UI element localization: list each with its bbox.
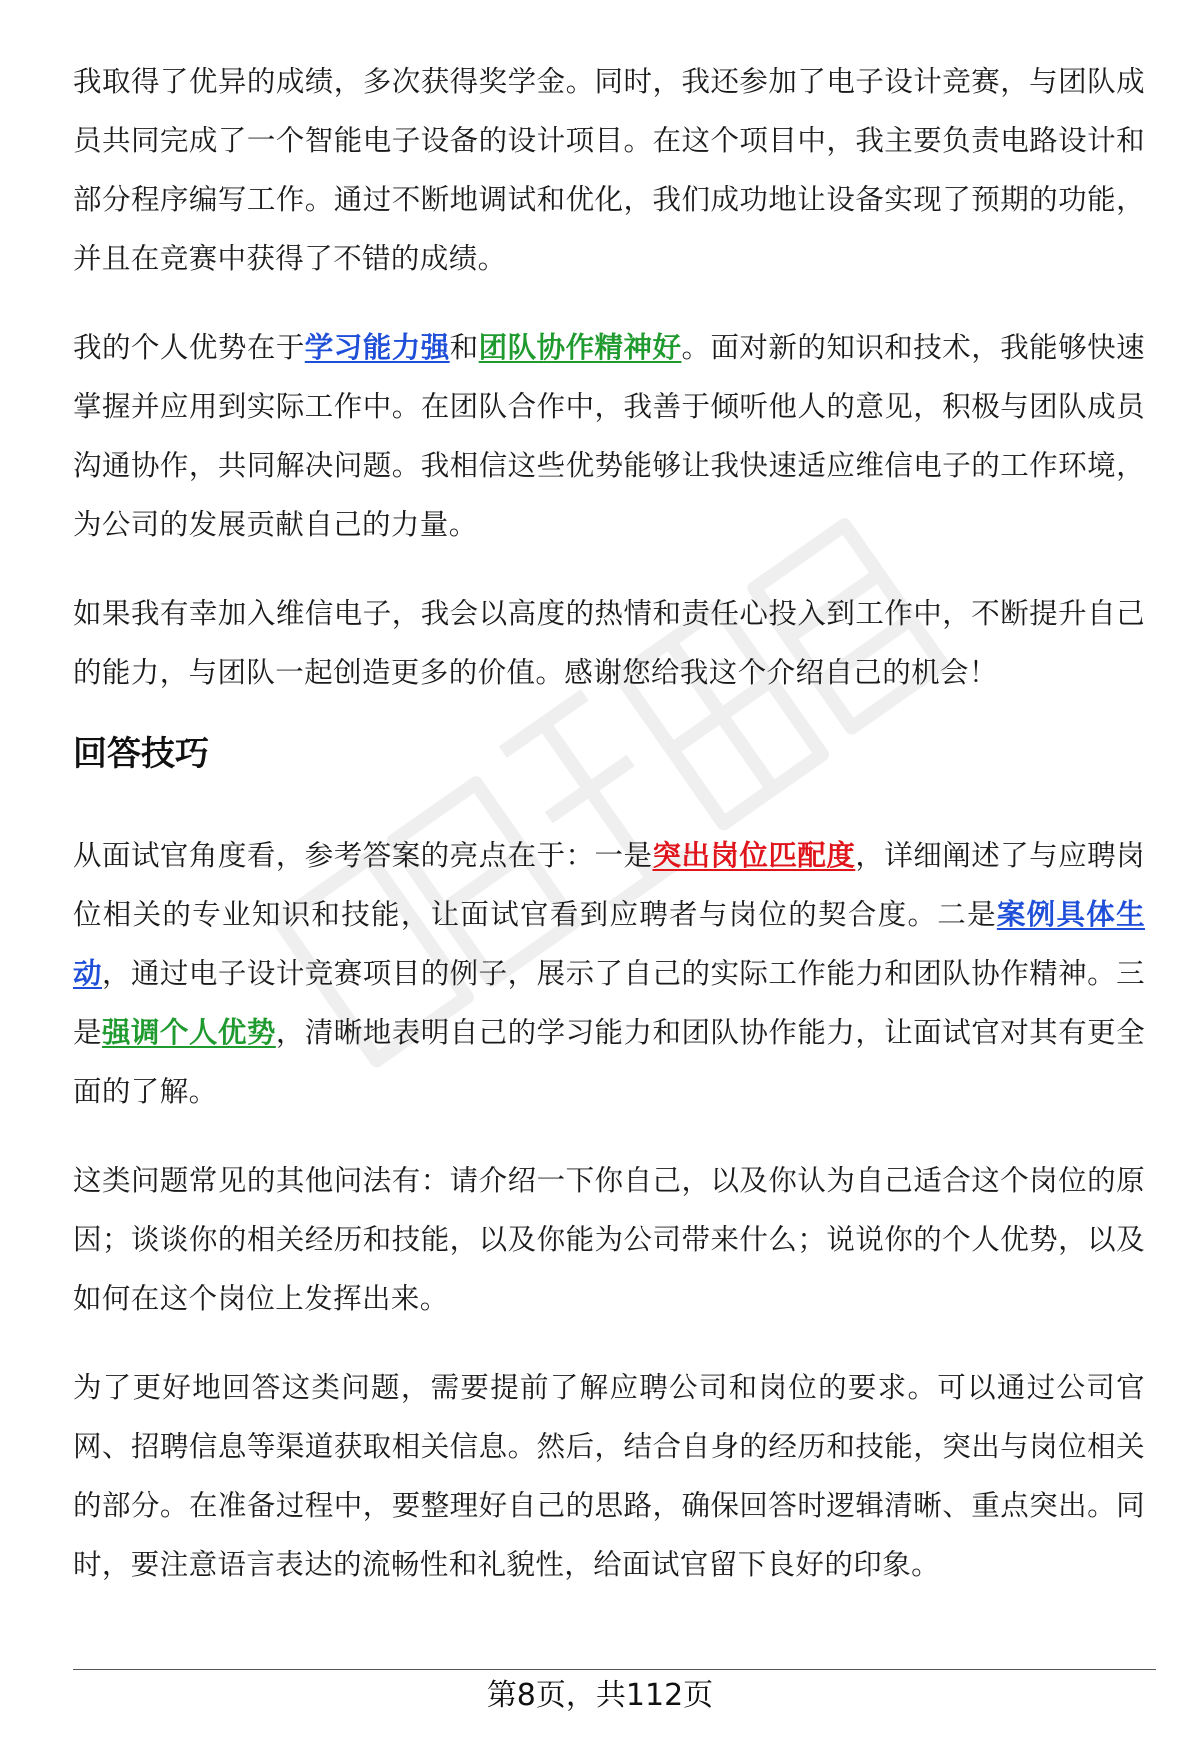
highlight-vivid-case: 案例具体生动 [73, 898, 1145, 990]
text-segment: ，清晰地表明自己的学习能力和团队协作能力，让面试官对其有更全面的了解。 [73, 1016, 1145, 1108]
highlight-personal-advantage: 强调个人优势 [101, 1016, 276, 1049]
highlight-learning-ability: 学习能力强 [304, 331, 450, 364]
paragraph-answer-highlights [73, 826, 1145, 1121]
paragraph-achievements: 我取得了优异的成绩，多次获得奖学金。同时，我还参加了电子设计竞赛，与团队成员共同完成了一个智能电子设备的设计项目。在这个项目中，我主要负责电路设计和部分程序编写工作。通过不断地调试和优化，我们成功地让设备实现了预期的功能，并且在竞赛中获得了不错的成绩。 [73, 65, 1145, 275]
footer-divider [73, 1669, 1156, 1670]
highlight-teamwork-spirit: 团队协作精神好 [478, 331, 682, 364]
section-heading: 回答技巧 [73, 734, 209, 774]
paragraph-alternate-questions: 这类问题常见的其他问法有：请介绍一下你自己，以及你认为自己适合这个岗位的原因；谈谈你的相关经历和技能，以及你能为公司带来什么；说说你的个人优势，以及如何在这个岗位上发挥出来。 [73, 1164, 1145, 1315]
text-segment: 从面试官角度看，参考答案的亮点在于：一是 [73, 839, 653, 872]
text-segment: ，通过电子设计竞赛项目的例子，展示了自己的实际工作能力和团队协作精神。三是 [73, 957, 1145, 1049]
paragraph-personal-strengths [73, 318, 1145, 554]
page-number: 第8页，共112页 [486, 1678, 714, 1713]
highlight-position-match: 突出岗位匹配度 [652, 839, 856, 872]
text-segment: 我的个人优势在于 [73, 331, 305, 364]
text-segment: 。面对新的知识和技术，我能够快速掌握并应用到实际工作中。在团队合作中，我善于倾听他人的意见，积极与团队成员沟通协作，共同解决问题。我相信这些优势能够让我快速适应维信电子的工作环境，为公司的发展贡献自己的力量。 [73, 331, 1145, 541]
text-segment: 和 [449, 331, 479, 364]
paragraph-closing: 如果我有幸加入维信电子，我会以高度的热情和责任心投入到工作中，不断提升自己的能力，与团队一起创造更多的价值。感谢您给我这个介绍自己的机会！ [73, 597, 1145, 689]
paragraph-preparation-tips: 为了更好地回答这类问题，需要提前了解应聘公司和岗位的要求。可以通过公司官网、招聘信息等渠道获取相关信息。然后，结合自身的经历和技能，突出与岗位相关的部分。在准备过程中，要整理好自己的思路，确保回答时逻辑清晰、重点突出。同时，要注意语言表达的流畅性和礼貌性，给面试官留下良好的印象。 [73, 1371, 1145, 1581]
document-body [73, 52, 1145, 1624]
text-segment: ，详细阐述了与应聘岗位相关的专业知识和技能，让面试官看到应聘者与岗位的契合度。二是 [73, 839, 1145, 931]
